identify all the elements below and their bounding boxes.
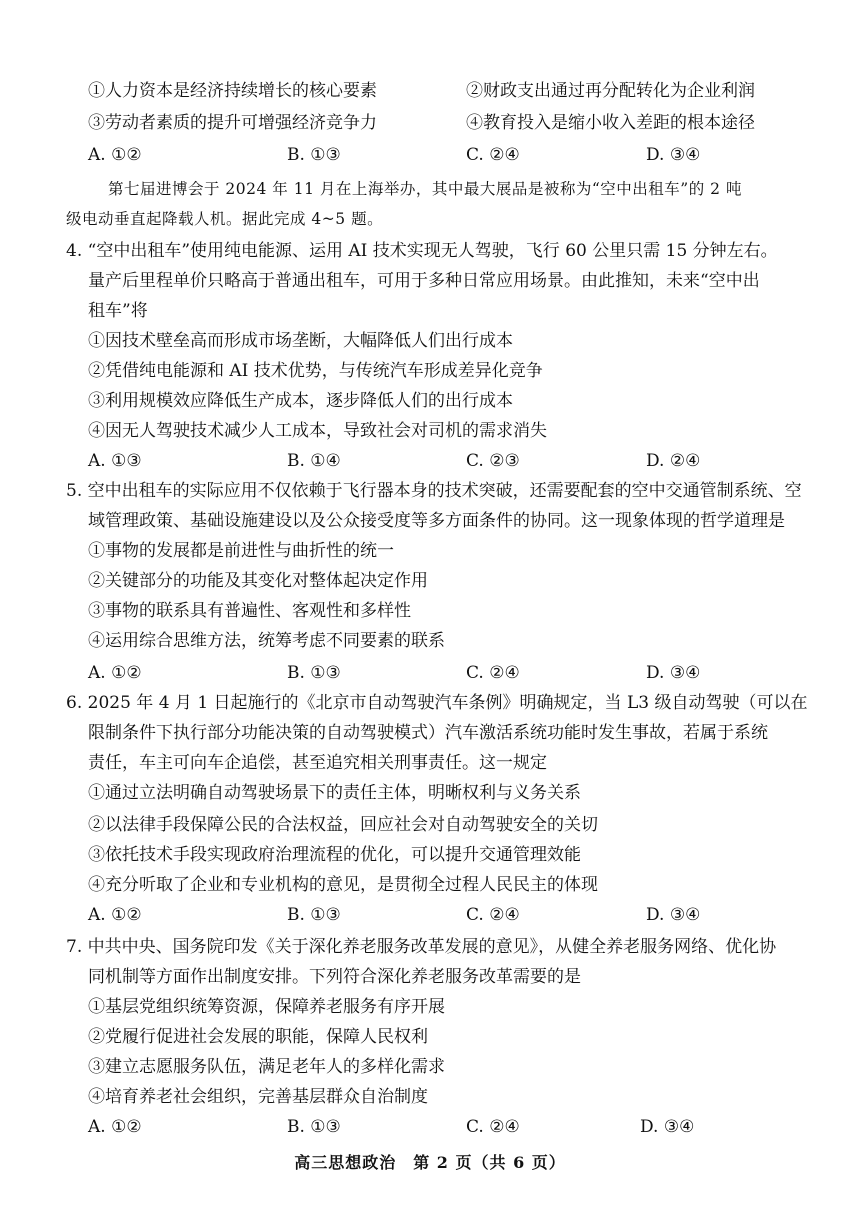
q7-option-a: A. ①② (88, 1117, 142, 1137)
q6-item-1: ①通过立法明确自动驾驶场景下的责任主体，明晰权利与义务关系 (88, 783, 581, 803)
q6-item-3: ③依托技术手段实现政府治理流程的优化，可以提升交通管理效能 (88, 845, 581, 865)
q3-option-d: D. ③④ (646, 145, 701, 165)
intro-line-1: 第七届进博会于 2024 年 11 月在上海举办，其中最大展品是被称为“空中出租车”的 2 吨 (108, 180, 742, 198)
q4-stem-line-1: 4. “空中出租车”使用纯电能源、运用 AI 技术实现无人驾驶，飞行 60 公里只需 15 分钟左右。 (66, 241, 778, 261)
q3-option-c: C. ②④ (466, 145, 520, 165)
q6-item-2: ②以法律手段保障公民的合法权益，回应社会对自动驾驶安全的关切 (88, 815, 598, 835)
q5-option-c: C. ②④ (466, 663, 520, 683)
q3-statement-3: ③劳动者素质的提升可增强经济竞争力 (88, 113, 377, 133)
q4-item-2: ②凭借纯电能源和 AI 技术优势，与传统汽车形成差异化竞争 (88, 361, 543, 381)
q4-option-d: D. ②④ (646, 451, 701, 471)
q7-item-2: ②党履行促进社会发展的职能，保障人民权利 (88, 1027, 428, 1047)
q6-stem-line-3: 责任，车主可向车企追偿，甚至追究相关刑事责任。这一规定 (88, 753, 547, 773)
q7-item-3: ③建立志愿服务队伍，满足老年人的多样化需求 (88, 1057, 445, 1077)
q4-option-b: B. ①④ (287, 451, 341, 471)
q5-stem-line-2: 域管理政策、基础设施建设以及公众接受度等多方面条件的协同。这一现象体现的哲学道理是 (88, 511, 785, 531)
q6-option-d: D. ③④ (646, 905, 701, 925)
q7-stem-line-1: 7. 中共中央、国务院印发《关于深化养老服务改革发展的意见》，从健全养老服务网络、优化协 (66, 937, 777, 957)
intro-line-2: 级电动垂直起降载人机。据此完成 4~5 题。 (66, 210, 384, 228)
q7-option-d: D. ③④ (640, 1117, 695, 1137)
q6-item-4: ④充分听取了企业和专业机构的意见，是贯彻全过程人民民主的体现 (88, 875, 598, 895)
q6-stem-line-1: 6. 2025 年 4 月 1 日起施行的《北京市自动驾驶汽车条例》明确规定，当 L3 级自动驾驶（可以在 (66, 693, 808, 713)
q3-statement-2: ②财政支出通过再分配转化为企业利润 (466, 81, 755, 101)
q4-stem-line-2: 量产后里程单价只略高于普通出租车，可用于多种日常应用场景。由此推知，未来“空中出 (88, 271, 760, 291)
q5-option-b: B. ①③ (287, 663, 341, 683)
q7-item-1: ①基层党组织统筹资源，保障养老服务有序开展 (88, 997, 445, 1017)
q6-option-b: B. ①③ (287, 905, 341, 925)
q5-item-4: ④运用综合思维方法，统筹考虑不同要素的联系 (88, 631, 445, 651)
q5-item-1: ①事物的发展都是前进性与曲折性的统一 (88, 541, 394, 561)
q7-item-4: ④培育养老社会组织，完善基层群众自治制度 (88, 1087, 428, 1107)
q3-statement-1: ①人力资本是经济持续增长的核心要素 (88, 81, 377, 101)
q4-stem-line-3: 租车”将 (88, 301, 148, 321)
q6-option-c: C. ②④ (466, 905, 520, 925)
page-footer: 高三思想政治 第 2 页（共 6 页） (294, 1153, 566, 1172)
q7-stem-line-2: 同机制等方面作出制度安排。下列符合深化养老服务改革需要的是 (88, 967, 581, 987)
q3-option-a: A. ①② (88, 145, 142, 165)
q4-option-c: C. ②③ (466, 451, 520, 471)
q7-option-b: B. ①③ (287, 1117, 341, 1137)
q5-option-a: A. ①② (88, 663, 142, 683)
q4-item-3: ③利用规模效应降低生产成本，逐步降低人们的出行成本 (88, 391, 513, 411)
q5-item-3: ③事物的联系具有普遍性、客观性和多样性 (88, 601, 411, 621)
q4-item-1: ①因技术壁垒高而形成市场垄断，大幅降低人们出行成本 (88, 331, 513, 351)
q6-stem-line-2: 限制条件下执行部分功能决策的自动驾驶模式）汽车激活系统功能时发生事故，若属于系统 (88, 723, 768, 743)
q5-item-2: ②关键部分的功能及其变化对整体起决定作用 (88, 571, 428, 591)
q3-option-b: B. ①③ (287, 145, 341, 165)
q4-option-a: A. ①③ (88, 451, 142, 471)
q4-item-4: ④因无人驾驶技术减少人工成本，导致社会对司机的需求消失 (88, 421, 547, 441)
q6-option-a: A. ①② (88, 905, 142, 925)
q5-option-d: D. ③④ (646, 663, 701, 683)
q5-stem-line-1: 5. 空中出租车的实际应用不仅依赖于飞行器本身的技术突破，还需要配套的空中交通管制系统、空 (66, 481, 802, 501)
q7-option-c: C. ②④ (466, 1117, 520, 1137)
q3-statement-4: ④教育投入是缩小收入差距的根本途径 (466, 113, 755, 133)
